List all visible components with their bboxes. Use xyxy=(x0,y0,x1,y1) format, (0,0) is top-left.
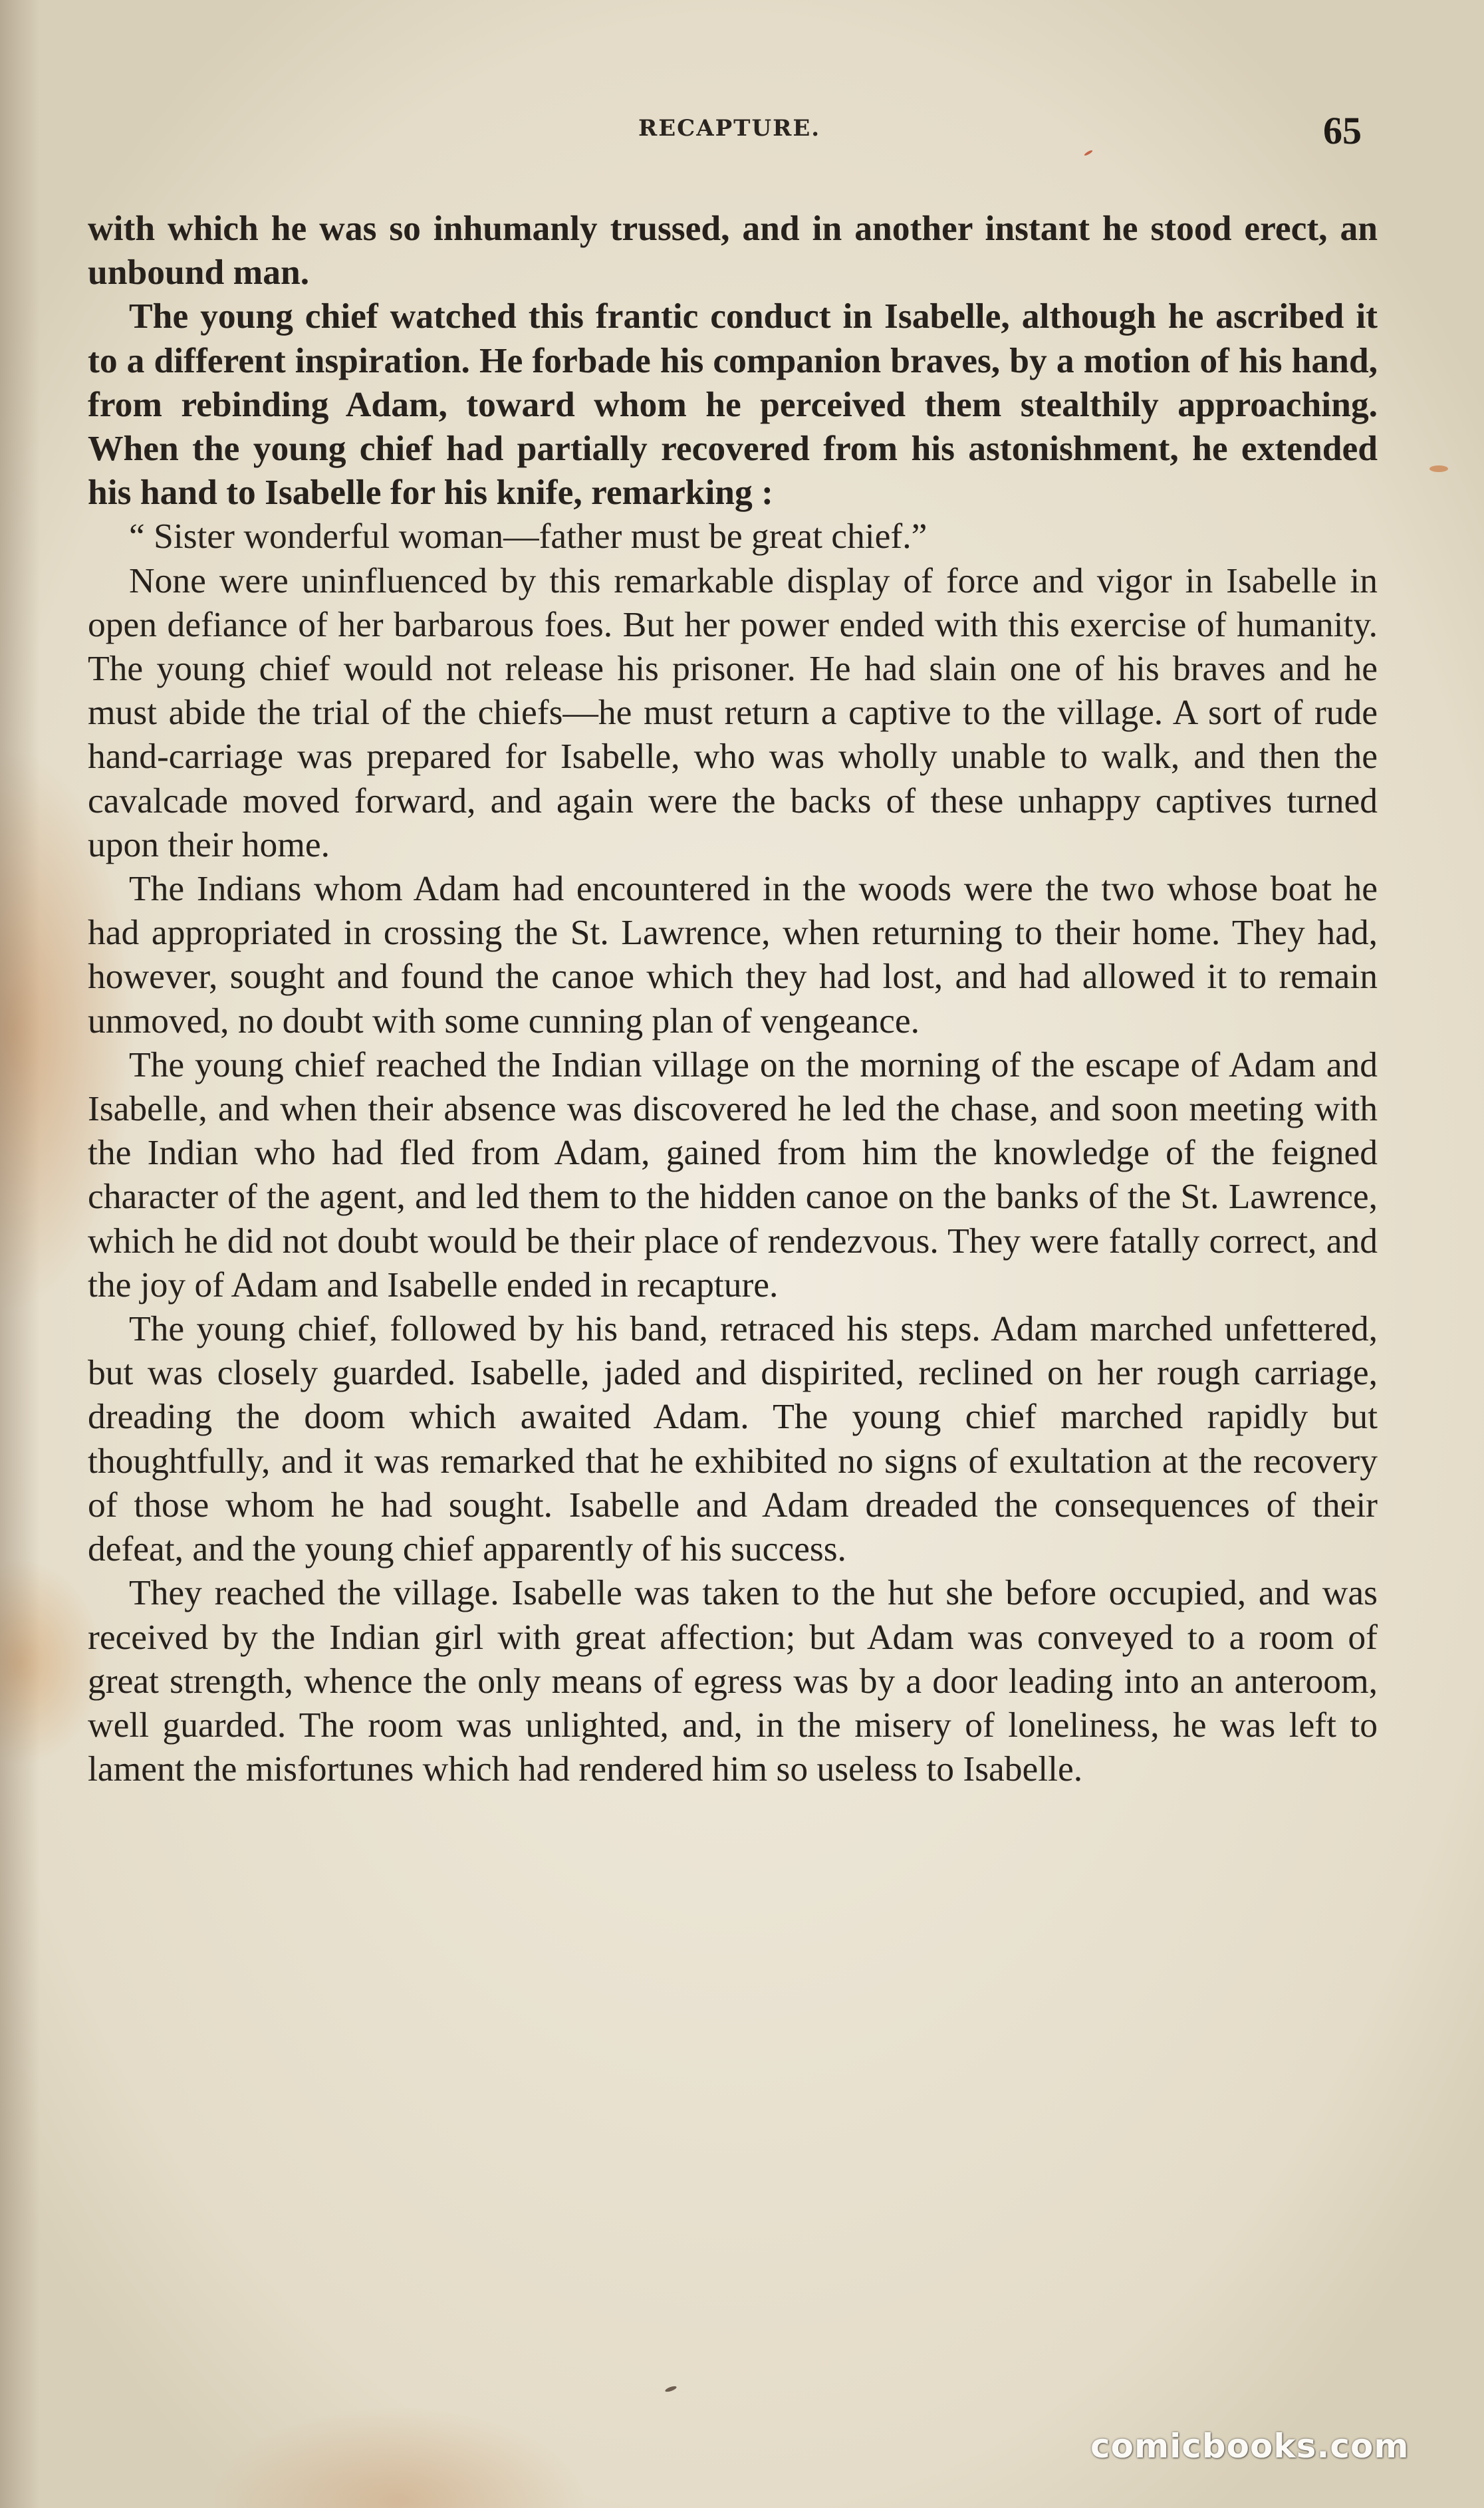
paragraph: The young chief reached the Indian village on the morning of the escape of Adam and Isabelle, and when their absence was discovered he led the chase, and soon meeting with the Indian who had fled from Adam, gained from him the knowledge of the feigned character of the agent, and led them to the hidden canoe on the banks of the St. Lawrence, which he did not doubt would be their place of rendezvous. They were fatally correct, and the joy of Adam and Isabelle ended in recapture. xyxy=(88,1044,1378,1305)
page-header xyxy=(0,110,1484,156)
gutter-shadow xyxy=(0,0,40,2508)
paragraph-quote: “ Sister wonderful woman—father must be great chief.” xyxy=(129,516,928,557)
page-number: 65 xyxy=(1323,109,1362,152)
body-text xyxy=(88,206,1378,1791)
paragraph: They reached the village. Isabelle was taken to the hut she before occupied, and was received by the Indian girl with great affection; but Adam was conveyed to a room of great strength, whence the only means of egress was by a door leading into an anteroom, well guarded. The room was unlighted, and, in the misery of loneliness, he was left to lament the misfortunes which had rendered him so useless to Isabelle. xyxy=(88,1572,1378,1789)
paragraph: None were uninfluenced by this remarkable display of force and vigor in Isabelle in open defiance of her barbarous foes. But her power ended with this exercise of humanity. The young chief would not release his prisoner. He had slain one of his braves and he must abide the trial of the chiefs—he must return a captive to the village. A sort of rude hand-carriage was prepared for Isabelle, who was wholly unable to walk, and then the cavalcade moved forward, and again were the backs of these unhappy captives turned upon their home. xyxy=(88,560,1378,864)
paper-speck xyxy=(1429,465,1448,472)
paragraph: The young chief watched this frantic conduct in Isabelle, although he ascribed it to a different inspiration. He forbade his companion braves, by a motion of his hand, from rebinding Adam, toward whom he perceived them stealthily approaching. When the young chief had partially recovered from his astonishment, he extended his hand to Isabelle for his knife, remarking : xyxy=(88,296,1378,513)
paragraph: The young chief, followed by his band, retraced his steps. Adam marched unfettered, but was closely guarded. Isabelle, jaded and dispirited, reclined on her rough carriage, dreading the doom which awaited Adam. The young chief marched rapidly but thoughtfully, and it was remarked that he exhibited no signs of exultation at the recovery of those whom he had sought. Isabelle and Adam dreaded the consequences of their defeat, and the young chief apparently of his success. xyxy=(88,1309,1378,1569)
paper-speck xyxy=(665,2385,678,2393)
paragraph: The Indians whom Adam had encountered in the woods were the two whose boat he had appropriated in crossing the St. Lawrence, when returning to their home. They had, however, sought and found the canoe which they had lost, and had allowed it to remain unmoved, no doubt with some cunning plan of vengeance. xyxy=(88,868,1378,1041)
running-title: RECAPTURE. xyxy=(638,115,821,142)
watermark-logo: comicbooks.com xyxy=(1090,2427,1410,2465)
paragraph-continuation: with which he was so inhumanly trussed, and in another instant he stood erect, an unbound man. xyxy=(88,208,1378,293)
